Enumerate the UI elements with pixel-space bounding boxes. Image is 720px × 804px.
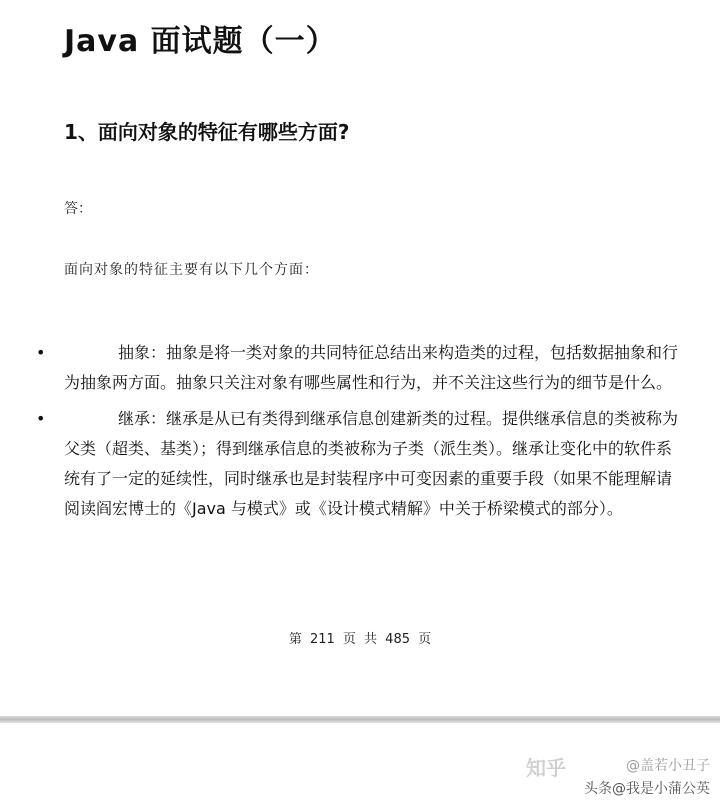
toutiao-watermark: 头条@我是小蒲公英 xyxy=(584,781,710,797)
bullet-marker: • xyxy=(36,409,46,428)
list-item xyxy=(36,404,684,524)
list-item xyxy=(36,338,684,398)
question-heading: 1、面向对象的特征有哪些方面? xyxy=(64,120,350,144)
author-watermark: @盖若小丑子 xyxy=(626,758,710,774)
feature-list xyxy=(36,338,684,530)
answer-label: 答： xyxy=(64,201,92,217)
page-separator xyxy=(0,716,720,723)
list-item-text: 继承：继承是从已有类得到继承信息创建新类的过程。提供继承信息的类被称为父类（超类、基类）；得到继承信息的类被称为子类（派生类）。继承让变化中的软件系统有了一定的延续性，同时继承也是封装程序中可变因素的重要手段（如果不能理解请阅读阎宏博士的《Java 与模式》或《设计模式精解》中关于桥梁模式的部分）。 xyxy=(64,409,679,518)
list-item-text: 抽象：抽象是将一类对象的共同特征总结出来构造类的过程，包括数据抽象和行为抽象两方面。抽象只关注对象有哪些属性和行为，并不关注这些行为的细节是什么。 xyxy=(64,343,679,392)
bullet-marker: • xyxy=(36,343,46,362)
zhihu-watermark: 知乎 xyxy=(526,756,566,780)
page-number-footer: 第 211 页 共 485 页 xyxy=(288,632,432,647)
document-title: Java 面试题（一） xyxy=(64,24,337,59)
intro-text: 面向对象的特征主要有以下几个方面： xyxy=(64,262,319,278)
